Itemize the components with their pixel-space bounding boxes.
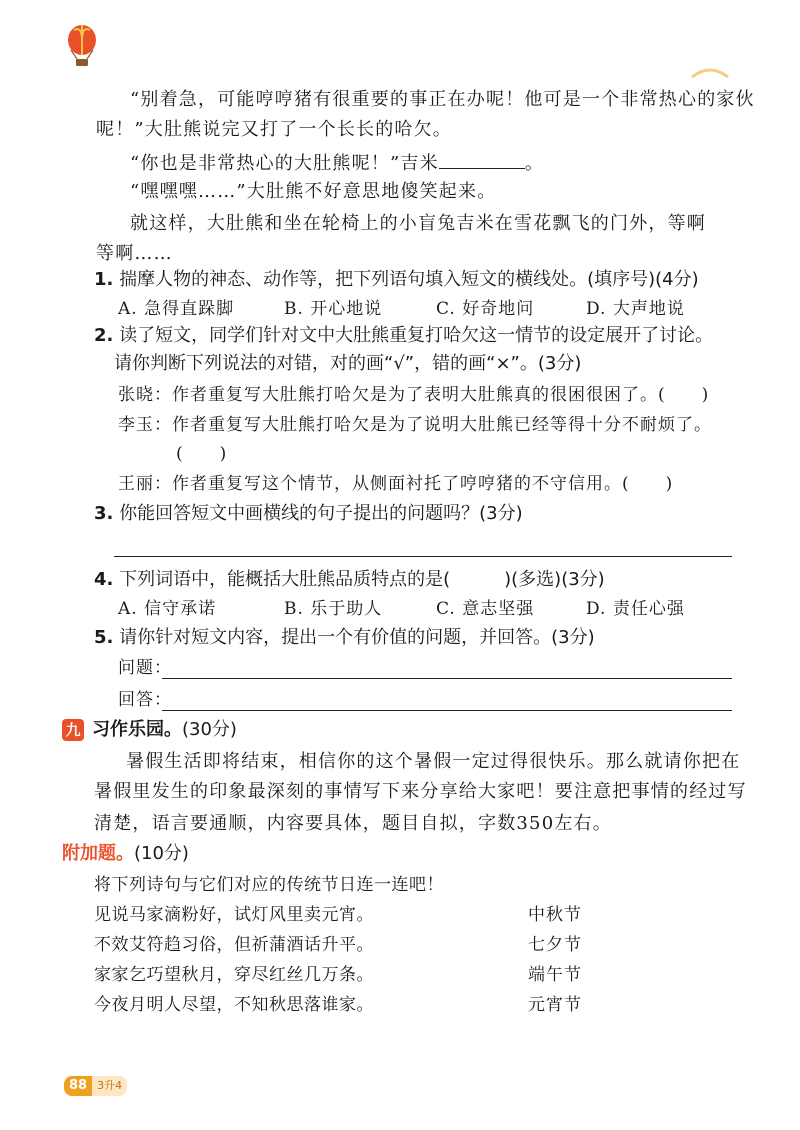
q2-statement-3: 王丽：作者重复写这个情节，从侧面衬托了哼哼猪的不守信用。( ) (118, 474, 674, 494)
decorative-arc (690, 64, 730, 78)
question-2-line-1: 读了短文，同学们针对文中大肚熊重复打哈欠这一情节的设定展开了讨论。 (119, 325, 714, 346)
passage-paragraph-2 (130, 150, 544, 176)
poem-2[interactable]: 不效艾符趋习俗，但祈蒲酒话升平。 (94, 935, 374, 955)
q2-statement-1: 张晓：作者重复写大肚熊打哈欠是为了表明大肚熊真的很困很困了。( ) (118, 385, 710, 405)
section-9-heading (62, 718, 237, 742)
question-1 (94, 268, 699, 292)
section-9-line-3: 清楚，语言要通顺，内容要具体，题目自拟，字数350左右。 (94, 813, 612, 834)
festival-2[interactable]: 七夕节 (528, 935, 582, 955)
answer-line[interactable] (114, 556, 732, 557)
passage-paragraph-4-line-2: 等啊…… (96, 243, 173, 264)
poem-4[interactable]: 今夜月明人尽望，不知秋思落谁家。 (94, 995, 374, 1015)
q4-option-b: B. 乐于助人 (284, 599, 383, 619)
q2-statement-2-line-2: ( ) (176, 444, 228, 464)
extra-score: (10分) (134, 843, 189, 864)
festival-4[interactable]: 元宵节 (528, 995, 582, 1015)
passage-paragraph-1-line-1: “别着急，可能哼哼猪有很重要的事正在办呢！他可是一个非常热心的家伙 (130, 89, 755, 110)
passage-paragraph-4-line-1: 就这样，大肚熊和坐在轮椅上的小盲兔吉米在雪花飘飞的门外，等啊 (130, 213, 706, 234)
q5-answer-label: 回答： (118, 690, 172, 710)
question-2 (94, 324, 713, 348)
question-number: 3. (94, 503, 114, 524)
passage-paragraph-2-end: 。 (524, 153, 545, 174)
poem-1[interactable]: 见说马家滴粉好，试灯风里卖元宵。 (94, 905, 374, 925)
q4-option-a: A. 信守承诺 (118, 599, 217, 619)
passage-paragraph-3: “嘿嘿嘿……”大肚熊不好意思地傻笑起来。 (130, 181, 497, 202)
q2-statement-2-line-1: 李玉：作者重复写大肚熊打哈欠是为了说明大肚熊已经等得十分不耐烦了。 (118, 415, 712, 435)
question-4 (94, 568, 605, 592)
poem-3[interactable]: 家家乞巧望秋月，穿尽红丝几万条。 (94, 965, 374, 985)
answer-answer-line[interactable] (162, 710, 732, 711)
section-9-score: (30分) (182, 719, 237, 740)
extra-instruction: 将下列诗句与它们对应的传统节日连一连吧！ (94, 875, 444, 895)
q4-option-c: C. 意志坚强 (436, 599, 535, 619)
q5-question-label: 问题： (118, 658, 172, 678)
question-5 (94, 626, 595, 650)
page-number: 88 (64, 1076, 92, 1096)
hot-air-balloon-icon (62, 24, 102, 68)
section-9-title: 习作乐园。 (92, 719, 182, 740)
page-number-badge (64, 1076, 127, 1096)
extra-title: 附加题。 (62, 843, 134, 864)
question-5-text: 请你针对短文内容，提出一个有价值的问题，并回答。(3分) (119, 627, 595, 648)
q1-option-b: B. 开心地说 (284, 299, 383, 319)
question-number: 2. (94, 325, 114, 346)
question-1-text: 揣摩人物的神态、动作等，把下列语句填入短文的横线处。(填序号)(4分) (119, 269, 699, 290)
festival-3[interactable]: 端午节 (528, 965, 582, 985)
section-number-badge: 九 (62, 719, 84, 741)
question-number: 1. (94, 269, 114, 290)
question-3-text: 你能回答短文中画横线的句子提出的问题吗？(3分) (119, 503, 523, 524)
question-3 (94, 502, 523, 526)
question-2-line-2: 请你判断下列说法的对错，对的画“√”，错的画“×”。(3分) (114, 353, 582, 374)
festival-1[interactable]: 中秋节 (528, 905, 582, 925)
passage-paragraph-1-line-2: 呢！”大肚熊说完又打了一个长长的哈欠。 (96, 119, 453, 140)
section-9-line-2: 暑假里发生的印象最深刻的事情写下来分享给大家吧！要注意把事情的经过写 (94, 781, 747, 802)
q1-option-d: D. 大声地说 (586, 299, 685, 319)
q1-option-a: A. 急得直跺脚 (118, 299, 235, 319)
question-number: 4. (94, 569, 114, 590)
question-answer-line[interactable] (162, 678, 732, 679)
grade-tag: 3升4 (92, 1076, 127, 1096)
question-4-text: 下列词语中，能概括大肚熊品质特点的是( )(多选)(3分) (119, 569, 605, 590)
q4-option-d: D. 责任心强 (586, 599, 685, 619)
extra-heading (62, 842, 189, 866)
passage-paragraph-2-text: “你也是非常热心的大肚熊呢！”吉米 (130, 153, 439, 174)
section-9-line-1: 暑假生活即将结束，相信你的这个暑假一定过得很快乐。那么就请你把在 (126, 751, 741, 772)
question-number: 5. (94, 627, 114, 648)
fill-blank[interactable] (439, 150, 525, 169)
q1-option-c: C. 好奇地问 (436, 299, 535, 319)
